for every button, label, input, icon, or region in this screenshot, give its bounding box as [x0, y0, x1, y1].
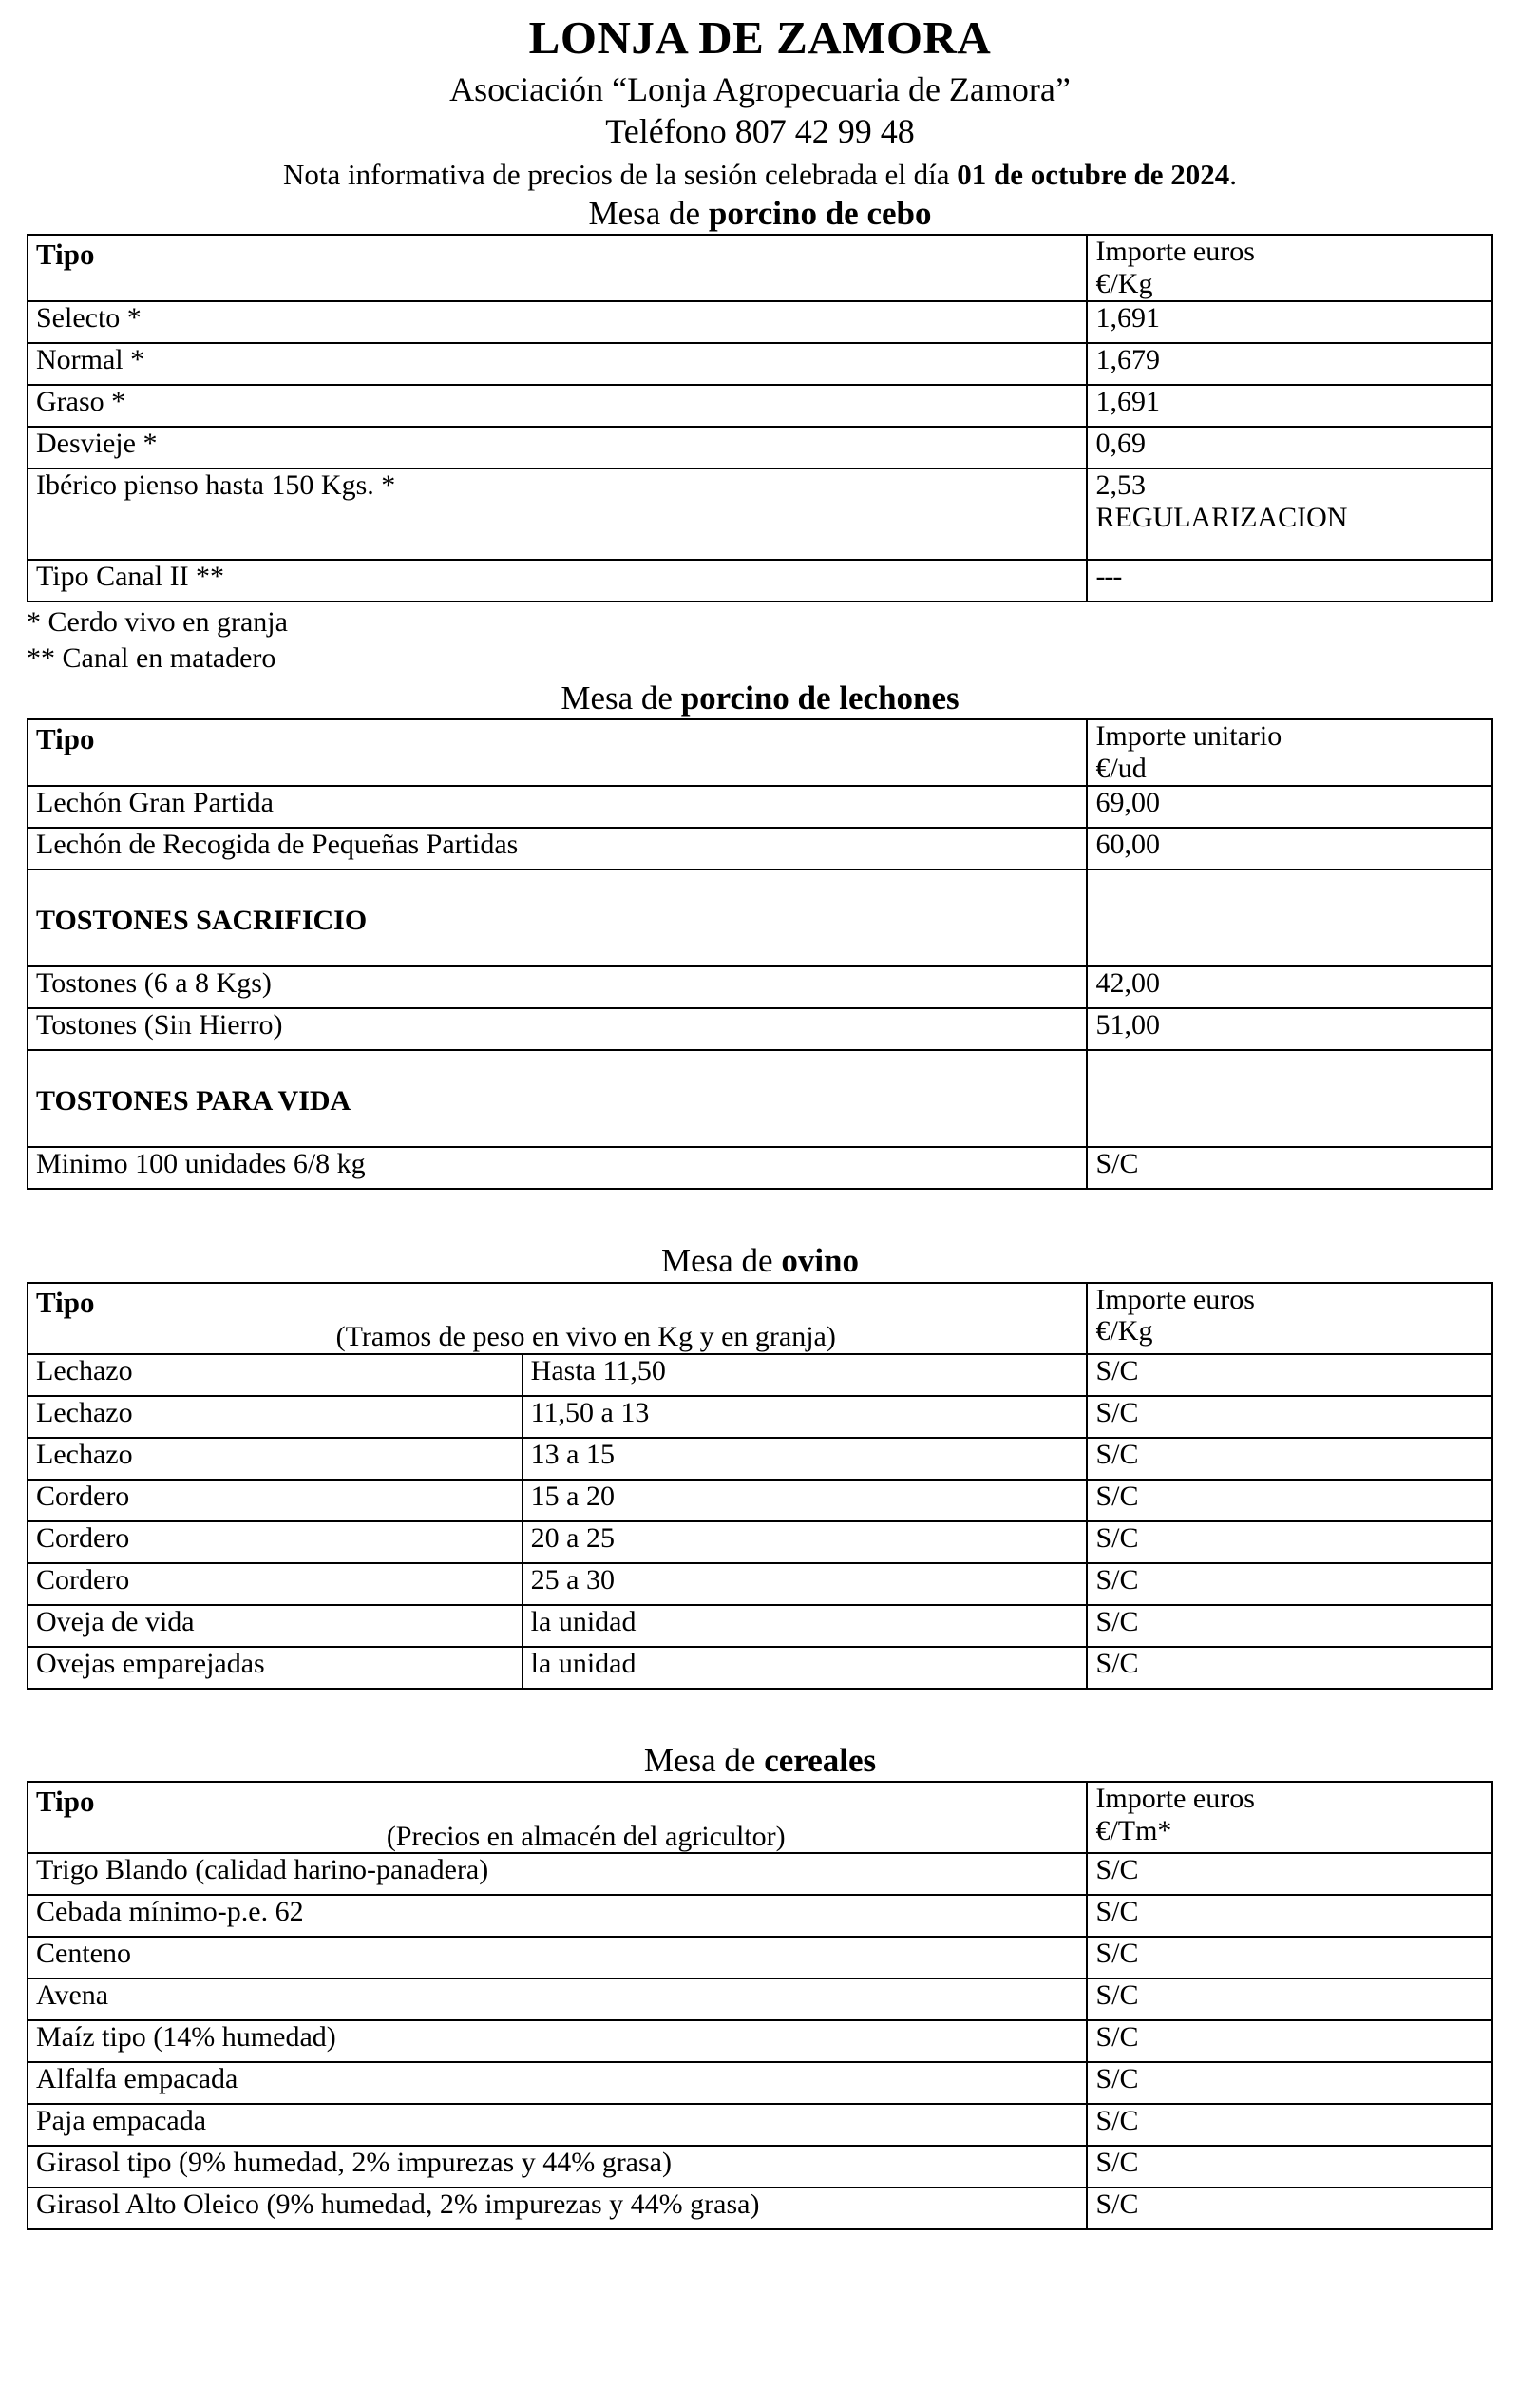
cell-importe: S/C — [1087, 2104, 1492, 2146]
cell-importe: S/C — [1087, 1396, 1492, 1438]
table-row-group — [28, 1050, 1492, 1147]
cell-importe: S/C — [1087, 1937, 1492, 1978]
cell-importe: 42,00 — [1087, 966, 1492, 1008]
group-label: TOSTONES PARA VIDA — [36, 1085, 352, 1118]
cell-tipo: Ovejas emparejadas — [28, 1647, 522, 1689]
column-header-tipo-sub: (Precios en almacén del agricultor) — [386, 1820, 786, 1852]
column-header-importe-line2: €/Kg — [1095, 267, 1153, 299]
header-cell-tipo — [28, 1283, 1087, 1354]
section-title-cereales — [27, 1742, 1493, 1779]
cell-tipo: Cebada mínimo-p.e. 62 — [28, 1895, 1087, 1937]
table-row — [28, 2146, 1492, 2188]
cell-importe: S/C — [1087, 1521, 1492, 1563]
cell-importe: S/C — [1087, 2146, 1492, 2188]
cell-tipo: Avena — [28, 1978, 1087, 2020]
cell-importe: S/C — [1087, 1563, 1492, 1605]
table-row — [28, 1895, 1492, 1937]
cell-importe: S/C — [1087, 2062, 1492, 2104]
header-cell-tipo — [28, 235, 1087, 301]
table-row — [28, 2020, 1492, 2062]
cell-importe: S/C — [1087, 2020, 1492, 2062]
cell-importe: S/C — [1087, 1895, 1492, 1937]
table-header-row — [28, 235, 1492, 301]
section-title-porcino-lechones — [27, 679, 1493, 717]
cell-tipo: Selecto * — [28, 301, 1087, 343]
section-title-prefix: Mesa de — [560, 679, 681, 717]
cell-tipo: Minimo 100 unidades 6/8 kg — [28, 1147, 1087, 1189]
blank-line — [36, 870, 1078, 905]
cell-tipo: Cordero — [28, 1480, 522, 1521]
cell-tipo: Alfalfa empacada — [28, 2062, 1087, 2104]
footnote-item: * Cerdo vivo en granja — [27, 606, 288, 639]
cell-tramo: 15 a 20 — [522, 1480, 1088, 1521]
section-title-prefix: Mesa de — [660, 1242, 782, 1280]
table-row — [28, 2062, 1492, 2104]
cell-tipo: Tipo Canal II ** — [28, 560, 1087, 602]
cell-tipo: Lechón de Recogida de Pequeñas Partidas — [28, 828, 1087, 870]
column-header-tipo-sub: (Tramos de peso en vivo en Kg y en granja) — [335, 1321, 836, 1353]
cell-group-label — [28, 870, 1087, 966]
cell-tipo: Graso * — [28, 385, 1087, 427]
column-header-tipo: Tipo — [36, 722, 95, 756]
table-row — [28, 560, 1492, 602]
table-row — [28, 468, 1492, 560]
cell-importe: 1,691 — [1087, 385, 1492, 427]
table-row — [28, 786, 1492, 828]
blank-line — [36, 1051, 1078, 1085]
cell-importe-line1: 2,53 — [1095, 469, 1146, 502]
cell-tipo: Tostones (Sin Hierro) — [28, 1008, 1087, 1050]
table-row — [28, 1853, 1492, 1895]
cell-tipo: Oveja de vida — [28, 1605, 522, 1647]
table-row — [28, 1563, 1492, 1605]
footnote-item: ** Canal en matadero — [27, 642, 276, 675]
cell-tramo: la unidad — [522, 1647, 1088, 1689]
section-title-ovino — [27, 1242, 1493, 1279]
cell-importe: S/C — [1087, 1853, 1492, 1895]
cell-importe: --- — [1087, 560, 1492, 602]
phone-line: Teléfono 807 42 99 48 — [605, 112, 915, 151]
cell-tipo: Girasol Alto Oleico (9% humedad, 2% impurezas y 44% grasa) — [28, 2188, 1087, 2229]
table-row — [28, 1647, 1492, 1689]
table-header-row — [28, 1283, 1492, 1354]
group-label: TOSTONES SACRIFICIO — [36, 905, 368, 937]
cell-tipo: Desvieje * — [28, 427, 1087, 468]
table-row — [28, 966, 1492, 1008]
cell-tipo: Cordero — [28, 1521, 522, 1563]
column-header-importe-line2: €/Tm* — [1095, 1814, 1172, 1846]
table-row — [28, 1521, 1492, 1563]
cell-importe: S/C — [1087, 1354, 1492, 1396]
session-note-prefix: Nota informativa de precios de la sesión celebrada el día — [282, 157, 958, 191]
table-row — [28, 1147, 1492, 1189]
table-row — [28, 385, 1492, 427]
column-header-importe-line1: Importe euros — [1095, 1283, 1255, 1315]
cell-tramo: la unidad — [522, 1605, 1088, 1647]
cell-importe: 0,69 — [1087, 427, 1492, 468]
table-header-row — [28, 1782, 1492, 1853]
cell-tipo: Centeno — [28, 1937, 1087, 1978]
cell-tipo: Maíz tipo (14% humedad) — [28, 2020, 1087, 2062]
table-row — [28, 1605, 1492, 1647]
table-row-group — [28, 870, 1492, 966]
table-ovino — [27, 1282, 1493, 1690]
section-title-strong: porcino de cebo — [708, 195, 932, 233]
footnotes-porcino-cebo — [27, 604, 1493, 677]
column-header-tipo: Tipo — [36, 1285, 95, 1319]
cell-tipo: Lechazo — [28, 1396, 522, 1438]
cell-importe: S/C — [1087, 1147, 1492, 1189]
cell-tramo: Hasta 11,50 — [522, 1354, 1088, 1396]
column-header-tipo: Tipo — [36, 1785, 95, 1819]
cell-tipo: Paja empacada — [28, 2104, 1087, 2146]
section-title-porcino-cebo — [27, 195, 1493, 232]
cell-tipo: Trigo Blando (calidad harino-panadera) — [28, 1853, 1087, 1895]
cell-importe-line2: REGULARIZACION — [1095, 501, 1348, 533]
cell-tramo: 11,50 a 13 — [522, 1396, 1088, 1438]
header-cell-tipo — [28, 719, 1087, 786]
column-header-importe-line2: €/Kg — [1095, 1315, 1153, 1347]
cell-tramo: 25 a 30 — [522, 1563, 1088, 1605]
table-row — [28, 2188, 1492, 2229]
cell-tipo: Girasol tipo (9% humedad, 2% impurezas y 44% grasa) — [28, 2146, 1087, 2188]
table-row — [28, 1480, 1492, 1521]
table-row — [28, 1354, 1492, 1396]
table-row — [28, 1438, 1492, 1480]
cell-importe — [1087, 1050, 1492, 1147]
header-cell-importe — [1087, 235, 1492, 301]
table-row — [28, 343, 1492, 385]
cell-importe: 69,00 — [1087, 786, 1492, 828]
table-row — [28, 301, 1492, 343]
cell-importe — [1087, 468, 1492, 560]
header-cell-importe — [1087, 719, 1492, 786]
header-cell-importe — [1087, 1782, 1492, 1853]
page-title: LONJA DE ZAMORA — [528, 11, 992, 64]
cell-tipo: Tostones (6 a 8 Kgs) — [28, 966, 1087, 1008]
cell-importe — [1087, 870, 1492, 966]
table-porcino-lechones — [27, 718, 1493, 1190]
header-cell-tipo — [28, 1782, 1087, 1853]
header-cell-importe — [1087, 1283, 1492, 1354]
section-title-strong: ovino — [781, 1242, 860, 1280]
cell-tipo: Lechazo — [28, 1438, 522, 1480]
cell-tipo: Lechón Gran Partida — [28, 786, 1087, 828]
cell-importe: S/C — [1087, 1978, 1492, 2020]
cell-importe: 1,691 — [1087, 301, 1492, 343]
session-note — [27, 157, 1493, 192]
association-name: Asociación “Lonja Agropecuaria de Zamora” — [449, 69, 1071, 108]
table-row — [28, 2104, 1492, 2146]
cell-importe: 60,00 — [1087, 828, 1492, 870]
section-title-strong: cereales — [764, 1741, 877, 1779]
column-header-importe-line1: Importe euros — [1095, 1783, 1255, 1815]
cell-tipo: Ibérico pienso hasta 150 Kgs. * — [28, 468, 1087, 560]
column-header-importe-line1: Importe euros — [1095, 236, 1255, 268]
cell-importe: 51,00 — [1087, 1008, 1492, 1050]
session-date: 01 de octubre de 2024 — [957, 157, 1230, 191]
cell-importe: S/C — [1087, 1480, 1492, 1521]
table-porcino-cebo — [27, 234, 1493, 602]
cell-tipo: Normal * — [28, 343, 1087, 385]
section-spacer — [27, 1190, 1493, 1239]
section-title-strong: porcino de lechones — [680, 679, 960, 717]
table-row — [28, 828, 1492, 870]
table-cereales — [27, 1781, 1493, 2230]
column-header-tipo: Tipo — [36, 238, 95, 272]
table-row — [28, 1937, 1492, 1978]
table-row — [28, 427, 1492, 468]
cell-tipo: Lechazo — [28, 1354, 522, 1396]
table-row — [28, 1008, 1492, 1050]
table-row — [28, 1396, 1492, 1438]
cell-tipo: Cordero — [28, 1563, 522, 1605]
cell-importe: S/C — [1087, 2188, 1492, 2229]
section-title-prefix: Mesa de — [643, 1741, 765, 1779]
cell-tramo: 13 a 15 — [522, 1438, 1088, 1480]
column-header-importe-line2: €/ud — [1095, 753, 1147, 785]
section-title-prefix: Mesa de — [588, 195, 709, 233]
cell-importe: S/C — [1087, 1647, 1492, 1689]
document-page — [0, 13, 1520, 2230]
cell-importe: 1,679 — [1087, 343, 1492, 385]
cell-tramo: 20 a 25 — [522, 1521, 1088, 1563]
cell-importe: S/C — [1087, 1438, 1492, 1480]
section-spacer — [27, 1690, 1493, 1739]
table-header-row — [28, 719, 1492, 786]
cell-group-label — [28, 1050, 1087, 1147]
cell-importe: S/C — [1087, 1605, 1492, 1647]
table-row — [28, 1978, 1492, 2020]
column-header-importe-line1: Importe unitario — [1095, 720, 1282, 753]
session-note-suffix: . — [1229, 157, 1238, 191]
